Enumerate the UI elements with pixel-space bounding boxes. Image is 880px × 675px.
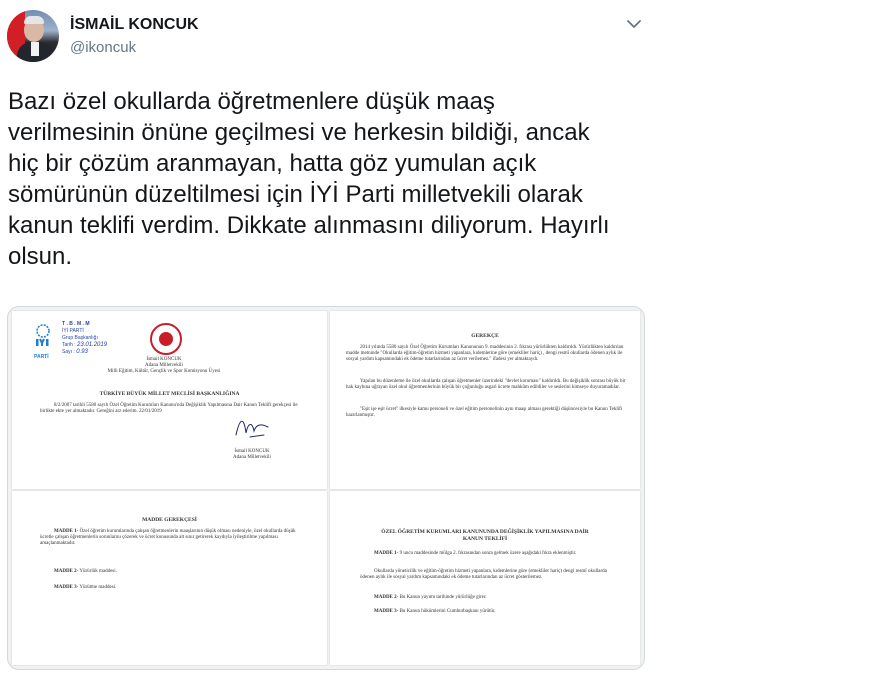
handle[interactable]: @ikoncuk	[70, 39, 137, 56]
avatar-hair	[24, 16, 44, 24]
rationale-heading: GEREKÇE	[471, 333, 499, 339]
proposal-article-2-text: Bu Kanun yayımı tarihinde yürürlüğe girer.	[399, 595, 487, 600]
stamp-number-label: Sayı :	[62, 349, 75, 355]
proposal-article-3	[374, 609, 620, 615]
avatar-shirt	[31, 42, 39, 56]
signature	[230, 413, 274, 443]
display-name[interactable]: İSMAİL KONCUK	[70, 16, 199, 33]
document-rationale[interactable]	[330, 311, 640, 489]
article-2-label: MADDE 2-	[54, 569, 79, 574]
avatar[interactable]	[7, 10, 59, 62]
article-2-text: Yürürlük maddesi.	[79, 569, 117, 574]
proposal-article-1-text: 9 uncu maddesinde mülga 2. fıkrasından sonra gelmek üzere aşağıdaki fıkra eklenmiştir.	[399, 551, 577, 556]
proposal-article-3-label: MADDE 3-	[374, 609, 399, 614]
sender-name: İsmail KONCUK	[146, 357, 182, 362]
registry-stamp	[62, 321, 107, 356]
stamp-date-value: 23.01.2019	[77, 342, 108, 348]
article-rationale-heading: MADDE GEREKÇESİ	[142, 517, 197, 523]
tbmm-seal-icon	[150, 323, 182, 355]
signature-role: Adana Milletvekili	[233, 455, 271, 460]
tweet-text: Bazı özel okullarda öğretmenlere düşük maaş verilmesinin önüne geçilmesi ve herkesin bildiği, ancak hiç bir çözüm aranmayan, hatta göz yumulan açık sömürünün düzeltilmesi için İYİ Parti milletvekili olarak kanun teklifi verdim. Dikkate alınmasını diliyorum. Hayırlı olsun.	[8, 88, 610, 270]
document-cover-letter[interactable]	[12, 311, 327, 489]
article-3-label: MADDE 3-	[54, 585, 79, 590]
tweet-media[interactable]	[7, 306, 645, 670]
article-2-rationale	[54, 569, 302, 575]
iyi-party-logo	[32, 323, 54, 353]
document-article-rationale[interactable]	[12, 491, 327, 665]
article-3-rationale	[54, 585, 302, 591]
proposal-article-2	[374, 595, 620, 601]
sender-role-1: Adana Milletvekili	[145, 363, 183, 368]
proposal-article-1-quote: Okullarda yöneticilik ve eğitim-öğretim hizmeti yapanlara, kıdemlerine göre (emekliler hariç) dengi resmî okullarda ödenen aylık ile sosyal yardım kapsamındaki ek ödeme tutarlarından az ücret gösterilemez.	[360, 569, 607, 580]
stamp-line-2: İYİ PARTİ	[62, 328, 84, 334]
sender-role-2: Milli Eğitim, Kültür, Gençlik ve Spor Komisyonu Üyesi	[107, 369, 221, 374]
rationale-paragraph-3: "Eşit işe eşit ücret" ilkesiyle kamu personeli ve özel eğitim personelinin aynı maaşı alması gerektiği düşüncesiyle bu Kanun Teklifi hazırlanmıştır.	[346, 407, 623, 418]
stamp-line-3: Grup Başkanlığı	[62, 335, 98, 341]
proposal-heading-1: ÖZEL ÖĞRETİM KURUMLARI KANUNUNDA DEĞİŞİKLİK YAPILMASINA DAİR	[381, 529, 589, 535]
proposal-heading-2: KANUN TEKLİFİ	[462, 536, 508, 542]
article-1-label: MADDE 1-	[54, 529, 79, 534]
signature-name: İsmail KONCUK	[234, 449, 270, 454]
article-3-text: Yürütme maddesi.	[79, 585, 117, 590]
article-1-rationale	[40, 529, 302, 547]
cover-body: 8/2/2007 tarihli 5580 sayılı Özel Öğretim Kurumları Kanunu'nda Değişiklik Yapılmasına Dair Kanun Teklifi gerekçesi ile birlikte ekte yer almaktadır. Gereğini arz ederim. 22/01/2019	[40, 403, 298, 414]
stamp-date-label: Tarih :	[62, 342, 76, 348]
stamp-line-1: T . B . M . M	[62, 321, 90, 327]
stamp-number-value: 0.93	[76, 349, 88, 355]
proposal-article-1	[360, 551, 620, 557]
chevron-down-icon[interactable]	[624, 14, 644, 34]
proposal-article-2-label: MADDE 2-	[374, 595, 399, 600]
proposal-article-1-label: MADDE 1-	[374, 551, 399, 556]
iyi-party-label: PARTİ	[34, 354, 49, 360]
cover-heading: TÜRKİYE BÜYÜK MİLLET MECLİSİ BAŞKANLIĞINA	[99, 391, 240, 397]
article-1-text: Özel öğretim kurumlarında çalışan öğretmenlerin maaşlarının düşük olması nedeniyle, özel okullarda düşük ücretle çalışan öğretmenlerin sorunlarını çözerek ve ücret konusunda alt sınır getirerek kaydıyla iyileştirilme yapılması amaçlanmaktadır.	[40, 529, 296, 546]
rationale-paragraph-1: 2014 yılında 5580 sayılı Özel Öğretim Kurumları Kanununun 9. maddesinin 2. fıkrası yürürlükten kaldırıldı. Yürürlükten kaldırılan madde metninde "Okullarda eğitim-öğretim hizmeti yapanlara, kıdemlerine göre (emekliler hariç) , dengi resmî okullarda ödenen aylık ile sosyal yardım kapsamındaki ek ödeme tutarlarından az ücret verilemez." ifadesi yer almaktaydı.	[346, 345, 624, 362]
proposal-article-3-text: Bu Kanun hükümlerini Cumhurbaşkanı yürütür.	[399, 609, 496, 614]
rationale-paragraph-2: Yapılan bu düzenleme ile özel okullarda çalışan öğretmenler üzerindeki "devlet koruması" kaldırıldı. Bu değişiklik sonrası büyük bir hak kaybına uğrayan özel okul öğretmenlerinin büyük bir çoğunluğu asgari ücrete mahkûm edildiler ve seslerini kimseye duyuramadılar.	[346, 379, 626, 390]
document-law-proposal[interactable]	[330, 491, 640, 665]
